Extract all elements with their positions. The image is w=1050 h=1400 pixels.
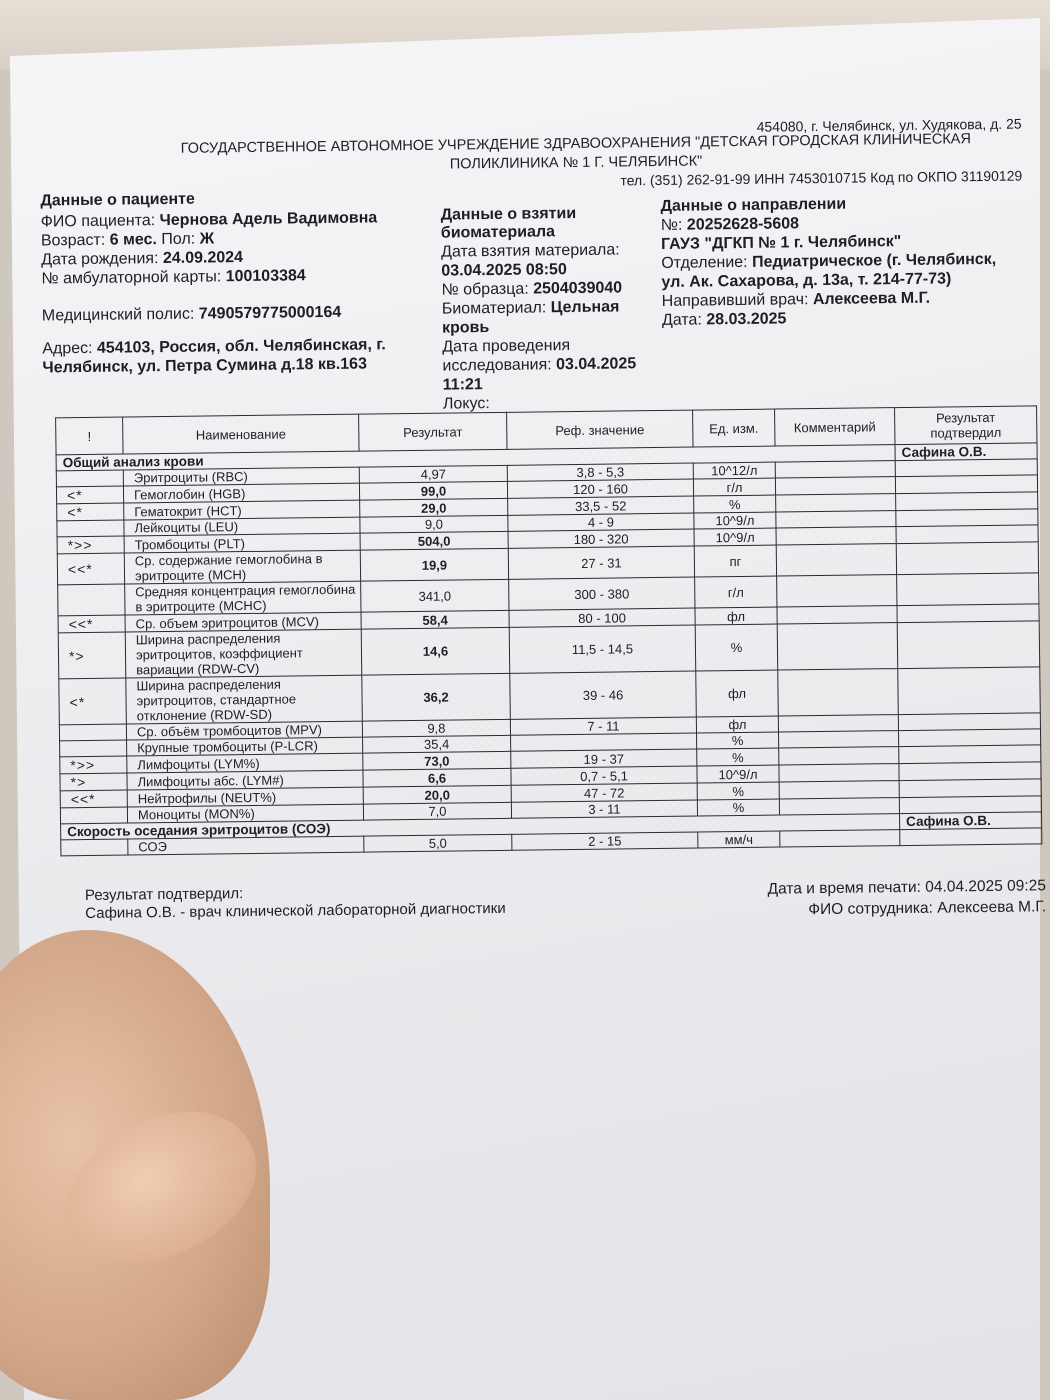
unit-cell: фл xyxy=(696,716,778,733)
comment-cell xyxy=(776,544,896,576)
test-name-cell: СОЭ xyxy=(128,836,364,855)
flag-cell: *>> xyxy=(60,756,127,774)
result-cell: 73,0 xyxy=(363,751,511,770)
result-cell: 9,8 xyxy=(362,719,510,737)
clinic-name: ГОСУДАРСТВЕННОЕ АВТОНОМНОЕ УЧРЕЖДЕНИЕ ЗДРАВООХРАНЕНИЯ "ДЕТСКАЯ ГОРОДСКАЯ КЛИНИЧЕСКАЯ ПОЛИКЛИНИКА № 1 Г. ЧЕЛЯБИНСК" xyxy=(180,131,971,173)
ref-range-cell: 120 - 160 xyxy=(507,479,693,498)
test-name-cell: Моноциты (MON%) xyxy=(127,804,363,823)
employee-name: Алексеева М.Г. xyxy=(937,898,1047,917)
flag-cell: <* xyxy=(57,503,124,521)
unit-cell: пг xyxy=(694,545,776,577)
flag-cell: *>> xyxy=(57,536,124,554)
flag-cell xyxy=(61,839,128,856)
result-cell: 6,6 xyxy=(363,768,511,787)
unit-cell: мм/ч xyxy=(698,831,780,848)
comment-cell xyxy=(775,477,895,495)
confirmed-cell xyxy=(896,492,1038,511)
unit-cell: г/л xyxy=(695,576,777,608)
flag-cell: *> xyxy=(58,632,126,679)
unit-cell: % xyxy=(697,782,779,800)
footer-print-info xyxy=(651,875,1046,922)
test-name-cell: Средняя концентрация гемоглобина в эритроците (MCHC) xyxy=(125,581,361,615)
print-time: 04.04.2025 09:25 xyxy=(925,877,1047,896)
result-cell: 99,0 xyxy=(359,481,507,500)
comment-cell xyxy=(777,606,897,624)
ref-range-cell: 3,8 - 5,3 xyxy=(507,463,693,481)
group-confirmed: Сафина О.В. xyxy=(900,812,1042,830)
test-name-cell: Ширина распределения эритроцитов, стандартное отклонение (RDW-SD) xyxy=(126,675,363,724)
confirmed-cell xyxy=(897,621,1040,669)
ref-range-cell: 2 - 15 xyxy=(512,832,698,850)
confirmed-cell xyxy=(896,525,1038,544)
sample-block xyxy=(441,204,654,414)
test-name-cell: Гемоглобин (HGB) xyxy=(123,483,359,503)
confirmed-cell xyxy=(898,667,1041,715)
sample-locus-label: Локус: xyxy=(442,395,490,413)
flag-cell: <<* xyxy=(60,790,127,808)
result-cell: 504,0 xyxy=(360,531,508,550)
confirmed-cell xyxy=(900,828,1042,846)
comment-cell xyxy=(778,715,898,732)
ref-range-cell: 3 - 11 xyxy=(511,800,697,818)
patient-card-label: № амбулаторной карты: xyxy=(41,268,222,288)
confirmed-cell xyxy=(897,604,1039,623)
patient-name: Чернова Адель Вадимовна xyxy=(159,209,378,230)
referral-doctor-label: Направивший врач: xyxy=(661,291,809,310)
unit-cell: фл xyxy=(696,670,779,717)
unit-cell: % xyxy=(697,748,779,766)
result-cell: 29,0 xyxy=(360,498,508,517)
patient-age-label: Возраст: xyxy=(40,231,106,250)
group-title: Скорость оседания эритроцитов (СОЭ) xyxy=(61,814,900,840)
ref-range-cell: 4 - 9 xyxy=(508,513,694,531)
patient-address: 454103, Россия, обл. Челябинская, г. Челябинск, ул. Петра Сумина д.18 кв.163 xyxy=(42,336,386,377)
results-body xyxy=(56,443,1041,824)
patient-policy-label: Медицинский полис: xyxy=(41,305,195,325)
unit-cell: % xyxy=(695,624,778,671)
test-name-cell: Лимфоциты (LYM%) xyxy=(127,753,363,773)
ref-range-cell: 180 - 320 xyxy=(508,529,694,548)
ref-range-cell: 300 - 380 xyxy=(509,577,695,610)
ref-range-cell: 39 - 46 xyxy=(510,671,697,719)
referral-dept: Педиатрическое (г. Челябинск, ул. Ак. Сахарова, д. 13а, т. 214-77-73) xyxy=(661,250,997,291)
confirmed-cell xyxy=(895,459,1037,477)
test-name-cell: Крупные тромбоциты (P-LCR) xyxy=(127,737,363,756)
footer-confirmation xyxy=(85,881,605,923)
flag-cell: <<* xyxy=(58,615,125,633)
group-title: Общий анализ крови xyxy=(56,445,895,471)
employee-label: ФИО сотрудника: xyxy=(808,899,933,919)
unit-cell: г/л xyxy=(693,478,775,496)
patient-sex-label: Пол: xyxy=(161,230,196,249)
ref-range-cell: 80 - 100 xyxy=(509,608,695,627)
result-cell: 14,6 xyxy=(361,627,510,675)
header-unit: Ед. изм. xyxy=(693,409,775,447)
result-cell: 58,4 xyxy=(361,610,509,629)
referral-block xyxy=(660,194,1002,330)
patient-card: 100103384 xyxy=(225,267,306,286)
referral-date-label: Дата: xyxy=(661,311,702,329)
referral-dept-label: Отделение: xyxy=(661,253,748,272)
result-cell: 35,4 xyxy=(363,735,511,753)
header-comment: Комментарий xyxy=(775,408,895,446)
sample-taken: 03.04.2025 08:50 xyxy=(441,261,567,280)
flag-cell xyxy=(59,724,126,741)
sample-no-label: № образца: xyxy=(441,280,529,299)
header-result: Результат xyxy=(359,412,507,451)
patient-block xyxy=(40,188,422,378)
unit-cell: 10^9/л xyxy=(694,512,776,529)
patient-dob: 24.09.2024 xyxy=(162,249,244,268)
patient-card-line xyxy=(41,265,421,289)
flag-cell: *> xyxy=(60,773,127,791)
sample-material-line xyxy=(442,297,652,338)
patient-sex: Ж xyxy=(199,230,215,248)
comment-cell xyxy=(779,747,899,765)
flag-cell xyxy=(60,807,127,824)
comment-cell xyxy=(776,494,896,512)
sample-taken-label: Дата взятия материала: xyxy=(441,241,620,261)
comment-cell xyxy=(776,511,896,528)
referral-date: 28.03.2025 xyxy=(706,310,787,329)
test-name-cell: Нейтрофилы (NEUT%) xyxy=(127,787,363,807)
unit-cell: % xyxy=(697,799,779,816)
sample-title: Данные о взятии биоматериала xyxy=(440,204,577,242)
comment-cell xyxy=(779,764,899,782)
unit-cell: 10^9/л xyxy=(694,528,776,546)
confirmed-cell xyxy=(899,796,1041,814)
test-name-cell: Ср. объём тромбоцитов (MPV) xyxy=(126,721,362,740)
comment-cell xyxy=(775,461,895,478)
flag-cell xyxy=(57,520,124,537)
footer-confirmed-label: Результат подтвердил: xyxy=(84,885,244,905)
unit-cell: % xyxy=(694,495,776,513)
test-name-cell: Лейкоциты (LEU) xyxy=(124,517,360,536)
flag-cell xyxy=(56,470,123,487)
result-cell: 20,0 xyxy=(363,785,511,804)
flag-cell xyxy=(60,740,127,757)
result-cell: 4,97 xyxy=(359,465,507,483)
patient-dob-label: Дата рождения: xyxy=(41,250,159,269)
group-confirmed: Сафина О.В. xyxy=(895,443,1037,461)
comment-cell xyxy=(777,623,898,670)
flag-cell xyxy=(58,584,125,616)
unit-cell: 10^12/л xyxy=(693,462,775,479)
result-cell: 9,0 xyxy=(360,515,508,533)
patient-address-label: Адрес: xyxy=(42,339,93,358)
referral-no-label: №: xyxy=(660,216,683,234)
referral-date-line xyxy=(662,307,1002,330)
confirmed-cell xyxy=(895,475,1037,494)
result-cell: 341,0 xyxy=(361,579,509,612)
test-name-cell: Эритроциты (RBC) xyxy=(123,467,359,486)
sample-material-label: Биоматериал: xyxy=(441,299,547,318)
ref-range-cell: 47 - 72 xyxy=(511,783,697,802)
test-name-cell: Ширина распределения эритроцитов, коэффициент вариации (RDW-CV) xyxy=(125,629,362,678)
unit-cell: фл xyxy=(695,607,777,625)
unit-cell: 10^9/л xyxy=(697,765,779,783)
sample-no-line xyxy=(441,278,651,300)
sample-tested-line xyxy=(442,335,653,395)
referral-dept-line xyxy=(661,250,1001,292)
patient-policy: 7490579775000164 xyxy=(198,303,342,323)
ref-range-cell: 11,5 - 14,5 xyxy=(509,625,696,673)
comment-cell xyxy=(779,781,899,799)
ref-range-cell: 7 - 11 xyxy=(510,717,696,735)
sample-material: Цельная кровь xyxy=(441,298,620,337)
header-ref: Реф. значение xyxy=(507,410,693,449)
flag-cell: <* xyxy=(59,678,127,725)
flag-cell: <<* xyxy=(57,553,124,585)
confirmed-cell xyxy=(898,713,1040,731)
confirmed-cell xyxy=(899,779,1041,798)
confirmed-cell xyxy=(897,573,1039,606)
confirmed-cell xyxy=(896,509,1038,527)
test-name-cell: Гематокрит (HCT) xyxy=(124,500,360,520)
header-flag: ! xyxy=(56,417,123,455)
confirmed-cell xyxy=(896,542,1038,575)
patient-title: Данные о пациенте xyxy=(40,190,195,210)
clinic-address: 454080, г. Челябинск, ул. Худякова, д. 25 xyxy=(756,115,1022,135)
header-confirmed: Результат подтвердил xyxy=(895,406,1037,445)
unit-cell: % xyxy=(697,732,779,749)
ref-range-cell: 19 - 37 xyxy=(511,749,697,768)
referral-doctor: Алексеева М.Г. xyxy=(812,289,931,309)
comment-cell xyxy=(780,830,900,847)
patient-address-line xyxy=(42,335,422,378)
referral-title: Данные о направлении xyxy=(660,195,847,215)
ref-range-cell: 0,7 - 5,1 xyxy=(511,766,697,785)
confirmed-cell xyxy=(898,729,1040,747)
sample-tested: 03.04.2025 11:21 xyxy=(442,355,637,394)
patient-name-label: ФИО пациента: xyxy=(40,212,156,231)
flag-cell: <* xyxy=(56,486,123,504)
sample-tested-label: Дата проведения исследования: xyxy=(442,337,571,375)
comment-cell xyxy=(778,669,899,716)
result-cell: 5,0 xyxy=(364,834,512,852)
ref-range-cell: 27 - 31 xyxy=(508,546,694,579)
test-name-cell: Лимфоциты абс. (LYM#) xyxy=(127,770,363,790)
print-time-label: Дата и время печати: xyxy=(767,878,922,898)
header-name: Наименование xyxy=(123,414,359,454)
test-name-cell: Ср. объем эритроцитов (MCV) xyxy=(125,612,361,632)
patient-age: 6 мес. xyxy=(109,231,158,249)
comment-cell xyxy=(779,731,899,748)
ref-range-cell: 33,5 - 52 xyxy=(508,496,694,515)
footer-confirmed-by: Сафина О.В. - врач клинической лабораторной диагностики xyxy=(85,899,506,923)
referral-no: 20252628-5608 xyxy=(686,215,800,234)
result-cell: 7,0 xyxy=(363,802,511,820)
confirmed-cell xyxy=(899,745,1041,764)
referral-org: ГАУЗ "ДГКП № 1 г. Челябинск" xyxy=(660,233,902,253)
comment-cell xyxy=(779,798,899,815)
patient-policy-line xyxy=(42,302,422,326)
test-name-cell: Ср. содержание гемоглобина в эритроците (MCH) xyxy=(124,550,360,584)
result-cell: 19,9 xyxy=(360,548,508,581)
comment-cell xyxy=(777,575,897,607)
comment-cell xyxy=(776,527,896,545)
results-table xyxy=(55,405,1042,856)
confirmed-cell xyxy=(899,762,1041,781)
test-name-cell: Тромбоциты (PLT) xyxy=(124,533,360,553)
sample-no: 2504039040 xyxy=(533,279,623,298)
employee-line xyxy=(651,896,1046,922)
clinic-contacts: тел. (351) 262-91-99 ИНН 7453010715 Код по ОКПО 31190129 xyxy=(620,167,1023,189)
result-cell: 36,2 xyxy=(362,673,511,721)
